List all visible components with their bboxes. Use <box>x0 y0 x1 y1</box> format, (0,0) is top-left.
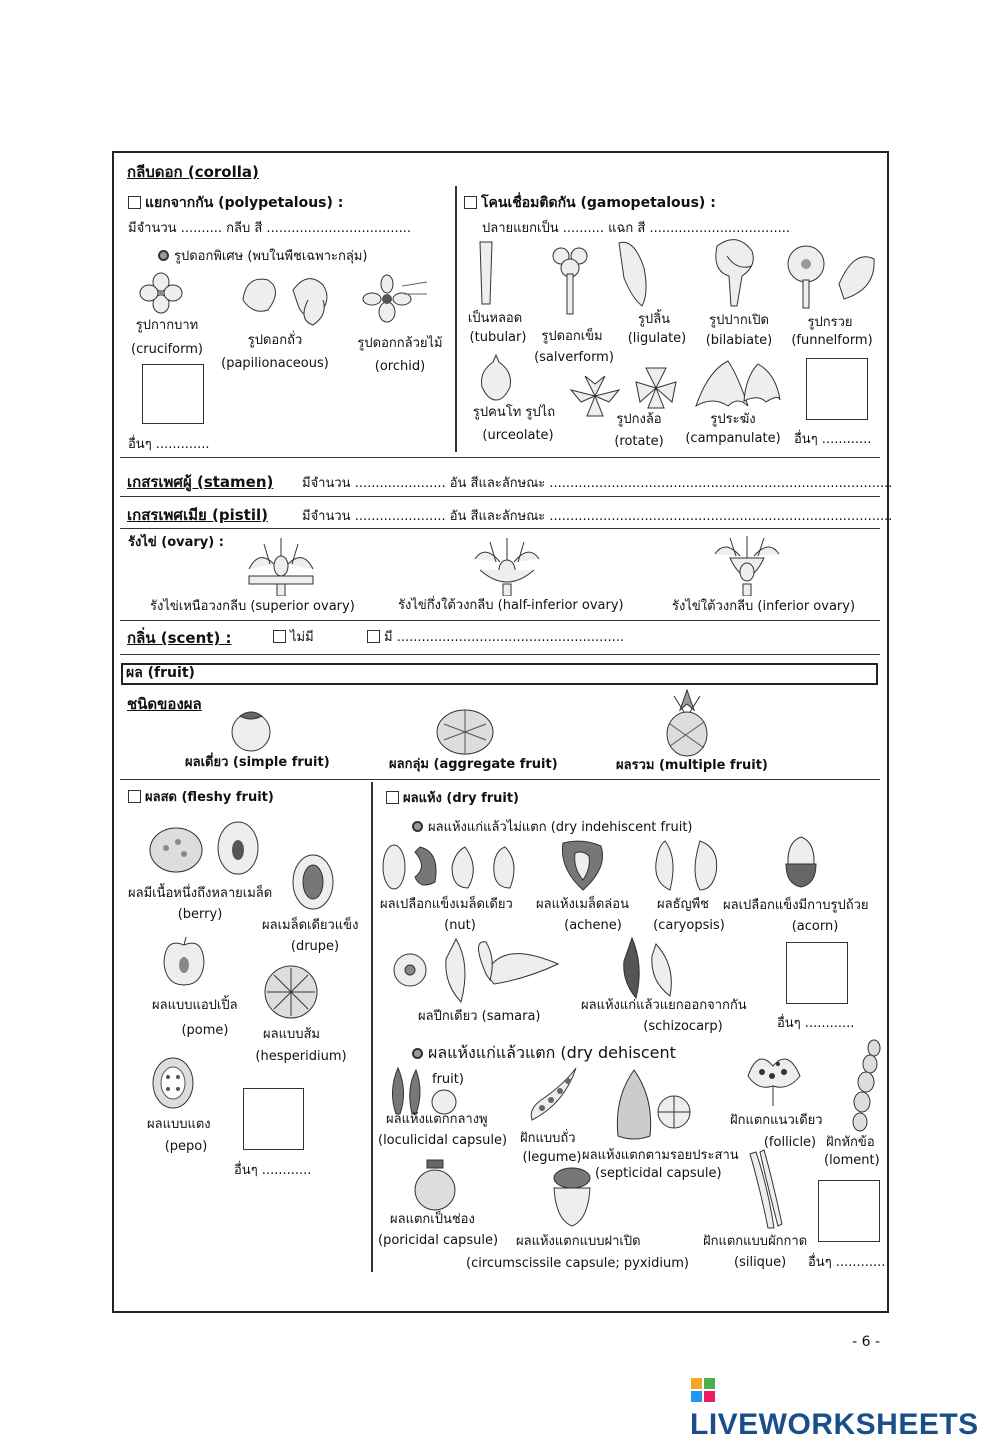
corolla-divider <box>455 186 457 452</box>
simple-fruit-label: ผลเดี่ยว (simple fruit) <box>185 755 330 770</box>
indehiscent-heading <box>412 820 692 836</box>
legume-th: ฝักแบบถั่ว <box>520 1131 576 1146</box>
samara-label <box>418 1009 540 1025</box>
superior-ovary-image <box>244 534 318 596</box>
stamen-divider <box>120 496 880 497</box>
septicidal-capsule-image <box>610 1068 694 1144</box>
tubular-en: (tubular) <box>469 330 527 345</box>
nut-en: (nut) <box>444 918 476 933</box>
gamo-count-line[interactable]: ปลายแยกเป็น .......... แฉก สี .................................. <box>482 221 790 236</box>
gamo-other-drawing-box[interactable] <box>806 358 868 420</box>
rotate-th: รูปกงล้อ <box>616 412 662 427</box>
half-inferior-ovary-image <box>470 534 544 596</box>
dehiscent-heading <box>412 1043 676 1062</box>
indehiscent-other-line[interactable]: อื่นๆ ............ <box>777 1016 855 1031</box>
loculicidal-th: ผลแห้งแตกกลางพู <box>386 1112 488 1127</box>
caryopsis-th: ผลธัญพืช <box>657 897 709 912</box>
special-flower-heading <box>158 249 367 265</box>
follicle-th: ฝักแตกแนวเดียว <box>730 1113 823 1128</box>
special-flower-label: รูปดอกพิเศษ (พบในพืชเฉพาะกลุ่ม) <box>174 249 368 264</box>
samara-th: ผลปีกเดียว <box>418 1009 478 1024</box>
dry-fruit-option[interactable] <box>386 791 519 807</box>
hesperidium-th: ผลแบบส้ม <box>263 1027 320 1042</box>
acorn-en: (acorn) <box>791 919 839 934</box>
funnelform-en: (funnelform) <box>791 333 873 348</box>
fleshy-other-line[interactable]: อื่นๆ ............ <box>234 1163 312 1178</box>
achene-en: (achene) <box>564 918 622 933</box>
rotate-flower-image-2 <box>634 366 678 410</box>
loment-en: (loment) <box>824 1153 880 1168</box>
follicle-image <box>738 1046 808 1108</box>
loculicidal-en: (loculicidal capsule) <box>378 1133 508 1148</box>
legume-image <box>524 1064 582 1124</box>
caryopsis-en: (caryopsis) <box>653 918 725 933</box>
rotate-en: (rotate) <box>614 434 664 449</box>
scent-none-option[interactable] <box>273 630 314 646</box>
ligulate-flower-image <box>614 238 654 308</box>
poricidal-en: (poricidal capsule) <box>378 1233 499 1248</box>
bilabiate-th: รูปปากเปิด <box>709 313 769 328</box>
orchid-en: (orchid) <box>374 359 426 374</box>
polypetalous-checkbox[interactable] <box>128 196 141 209</box>
drupe-image <box>290 852 336 912</box>
ligulate-en: (ligulate) <box>627 331 687 346</box>
dry-fruit-checkbox[interactable] <box>386 791 399 804</box>
half-inferior-ovary-label: รังไข่กึ่งใต้วงกลีบ (half-inferior ovary) <box>398 598 624 613</box>
dehiscent-label: ผลแห้งแก่แล้วแตก (dry dehiscent <box>428 1043 676 1062</box>
gamopetalous-label: โคนเชื่อมติดกัน (gamopetalous) : <box>481 195 716 211</box>
pome-en: (pome) <box>181 1023 229 1038</box>
cruciform-flower-image <box>138 272 184 314</box>
salverform-flower-image <box>547 246 593 316</box>
follicle-en: (follicle) <box>763 1135 817 1150</box>
polypetalous-option[interactable] <box>128 195 343 212</box>
campanulate-flower-image <box>688 356 784 412</box>
scent-label: กลิ่น (scent) : <box>127 629 232 647</box>
schizocarp-th: ผลแห้งแก่แล้วแยกออกจากกัน <box>581 998 747 1013</box>
scent-has-checkbox[interactable] <box>367 630 380 643</box>
acorn-image <box>782 834 820 890</box>
legume-en: (legume) <box>522 1150 582 1165</box>
indehiscent-label: ผลแห้งแก่แล้วไม่แตก (dry indehiscent fruit) <box>428 820 693 835</box>
silique-en: (silique) <box>734 1255 787 1270</box>
cruciform-th: รูปกากบาท <box>135 318 199 333</box>
loculicidal-capsule-image <box>386 1066 462 1116</box>
berry-th: ผลมีเนื้อหนึ่งถึงหลายเมล็ด <box>128 886 273 901</box>
multiple-fruit-label: ผลรวม (multiple fruit) <box>616 758 768 773</box>
page-number: - 6 - <box>852 1334 880 1350</box>
pistil-divider <box>120 528 880 529</box>
liveworksheets-text: LIVEWORKSHEETS <box>690 1408 979 1441</box>
pome-image <box>160 935 208 989</box>
fruit-divider <box>371 782 373 1272</box>
urceolate-en: (urceolate) <box>482 428 554 443</box>
funnelform-th: รูปกรวย <box>807 315 853 330</box>
stamen-line[interactable]: มีจำนวน ...................... อัน สีและลักษณะ ................................................................................... <box>302 476 893 491</box>
aggregate-fruit-label: ผลกลุ่ม (aggregate fruit) <box>389 757 558 772</box>
achene-image <box>553 838 611 894</box>
nut-image <box>380 842 530 892</box>
achene-th: ผลแห้งเมล็ดล่อน <box>536 897 629 912</box>
berry-image <box>146 820 266 876</box>
cruciform-en: (cruciform) <box>131 342 203 357</box>
septicidal-th: ผลแห้งแตกตามรอยประสาน <box>582 1148 739 1163</box>
hesperidium-image <box>262 964 320 1020</box>
loment-image <box>848 1038 884 1134</box>
scent-has-option[interactable] <box>367 630 624 646</box>
urceolate-th: รูปคนโท รูปไถ <box>472 405 556 420</box>
dry-fruit-label: ผลแห้ง (dry fruit) <box>403 791 519 806</box>
gamo-other-line[interactable]: อื่นๆ ............ <box>794 432 872 447</box>
poly-count-line[interactable]: มีจำนวน .......... กลีบ สี ................................... <box>128 221 412 236</box>
fleshy-fruit-label: ผลสด (fleshy fruit) <box>145 790 274 805</box>
fruit-kinds-title: ชนิดของผล <box>127 695 202 713</box>
papilionaceous-th: รูปดอกถั่ว <box>247 333 303 348</box>
fleshy-fruit-checkbox[interactable] <box>128 790 141 803</box>
dehiscent-label-cont: fruit) <box>432 1072 464 1087</box>
fruit-title-bar <box>121 663 878 685</box>
urceolate-flower-image <box>476 352 516 402</box>
simple-fruit-image <box>226 706 276 752</box>
pistil-label: เกสรเพศเมีย (pistil) <box>127 506 268 524</box>
pepo-en: (pepo) <box>164 1139 208 1154</box>
ovary-label: รังไข่ (ovary) : <box>128 535 224 550</box>
corolla-title: กลีบดอก (corolla) <box>127 163 259 181</box>
poricidal-th: ผลแตกเป็นช่อง <box>390 1212 475 1227</box>
funnelform-flower-image <box>784 244 880 310</box>
tubular-th: เป็นหลอด <box>467 311 523 326</box>
gamopetalous-checkbox[interactable] <box>464 196 477 209</box>
samara-image <box>386 934 566 1004</box>
tubular-flower-image <box>477 240 495 306</box>
pepo-th: ผลแบบแตง <box>147 1117 211 1132</box>
multiple-fruit-image <box>660 688 714 758</box>
stamen-label: เกสรเพศผู้ (stamen) <box>127 473 274 491</box>
salverform-th: รูปดอกเข็ม <box>541 329 603 344</box>
bilabiate-en: (bilabiate) <box>705 333 773 348</box>
schizocarp-image <box>616 936 682 1002</box>
hesperidium-en: (hesperidium) <box>255 1049 347 1064</box>
orchid-flower-image <box>362 274 430 324</box>
septicidal-en: (septicidal capsule) <box>595 1166 722 1181</box>
ligulate-th: รูปลิ้น <box>637 312 671 327</box>
poly-other-drawing-box[interactable] <box>142 364 204 424</box>
gamopetalous-option[interactable] <box>464 195 716 212</box>
acorn-th: ผลเปลือกแข็งมีกาบรูปถ้วย <box>723 898 869 913</box>
dehiscent-other-drawing-box[interactable] <box>818 1180 880 1242</box>
pome-th: ผลแบบแอปเปิ้ล <box>152 998 238 1013</box>
pistil-line[interactable]: มีจำนวน ...................... อัน สีและลักษณะ ................................................................................... <box>302 509 893 524</box>
inferior-ovary-label: รังไข่ใต้วงกลีบ (inferior ovary) <box>672 599 856 614</box>
pyxidium-en: (circumscissile capsule; pyxidium) <box>466 1256 689 1271</box>
berry-en: (berry) <box>177 907 223 922</box>
pepo-image <box>150 1055 196 1111</box>
bullet-icon <box>412 821 423 832</box>
corolla-bottom-line <box>120 457 880 458</box>
fruit-kinds-divider <box>120 779 880 780</box>
loment-th: ฝักหักข้อ <box>826 1135 875 1150</box>
samara-en: (samara) <box>481 1009 541 1024</box>
fruit-title: ผล (fruit) <box>126 665 195 681</box>
poricidal-capsule-image <box>412 1158 458 1212</box>
ovary-divider <box>120 620 880 621</box>
scent-has-label: มี ....................................................... <box>384 630 624 645</box>
fleshy-other-drawing-box[interactable] <box>243 1088 304 1150</box>
silique-image <box>742 1148 786 1232</box>
bilabiate-flower-image <box>707 236 761 308</box>
indehiscent-other-drawing-box[interactable] <box>786 942 848 1004</box>
liveworksheets-icon <box>690 1377 716 1403</box>
campanulate-th: รูประฆัง <box>710 412 756 427</box>
polypetalous-label: แยกจากกัน (polypetalous) : <box>145 195 344 211</box>
caryopsis-image <box>650 838 724 894</box>
salverform-en: (salverform) <box>534 350 614 365</box>
pyxidium-th: ผลแห้งแตกแบบฝาเปิด <box>516 1234 641 1249</box>
inferior-ovary-image <box>710 534 784 596</box>
schizocarp-en: (schizocarp) <box>643 1019 723 1034</box>
drupe-en: (drupe) <box>290 939 340 954</box>
scent-none-label: ไม่มี <box>290 630 314 645</box>
orchid-th: รูปดอกกล้วยไม้ <box>357 336 443 351</box>
campanulate-en: (campanulate) <box>685 431 781 446</box>
superior-ovary-label: รังไข่เหนือวงกลีบ (superior ovary) <box>150 599 355 614</box>
liveworksheets-logo[interactable] <box>690 1374 1000 1442</box>
papilionaceous-flower-image <box>238 270 338 326</box>
aggregate-fruit-image <box>434 704 496 756</box>
nut-th: ผลเปลือกแข็งเมล็ดเดียว <box>380 897 513 912</box>
poly-other-line[interactable]: อื่นๆ ............. <box>128 437 210 452</box>
fleshy-fruit-option[interactable] <box>128 790 274 806</box>
scent-divider <box>120 654 880 655</box>
bullet-icon <box>412 1048 423 1059</box>
pyxidium-image <box>548 1164 596 1228</box>
dehiscent-other-line[interactable]: อื่นๆ ............ <box>808 1255 886 1270</box>
papilionaceous-en: (papilionaceous) <box>221 356 329 371</box>
silique-th: ฝักแตกแบบผักกาด <box>703 1234 808 1249</box>
bullet-icon <box>158 250 169 261</box>
drupe-th: ผลเมล็ดเดียวแข็ง <box>262 918 359 933</box>
scent-none-checkbox[interactable] <box>273 630 286 643</box>
